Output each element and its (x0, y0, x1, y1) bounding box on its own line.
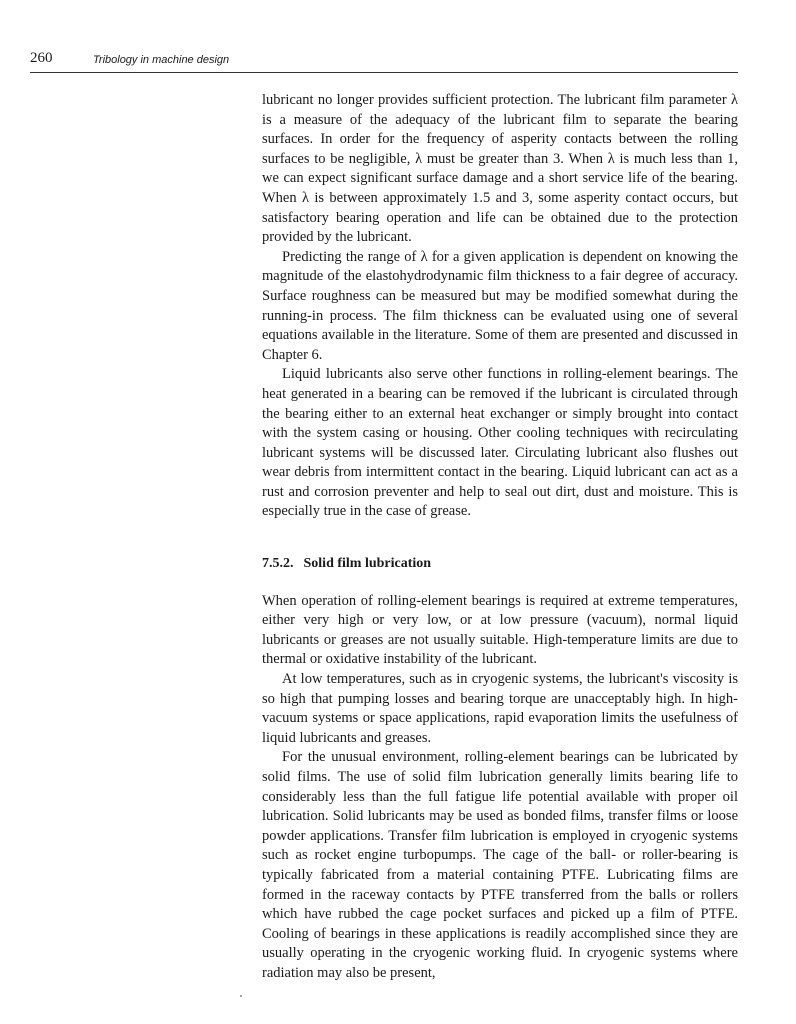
paragraph: When operation of rolling-element bearings is required at extreme temperatures, either very high or very low, or at low pressure (vacuum), normal liquid lubricants or greases are not usually suitable. High-temperature limits are due to thermal or oxidative instability of the lubricant. (262, 592, 738, 668)
scan-speck (240, 995, 242, 997)
paragraph: For the unusual environment, rolling-element bearings can be lubricated by solid films. The use of solid film lubrication generally limits bearing life to considerably less than the full fatigue life potential available with proper oil lubrication. Solid lubricants may be used as bonded films, transfer films or loose powder applications. Transfer film lubrication is employed in cryogenic systems such as rocket engine turbopumps. The cage of the ball- or roller-bearing is typically fabricated from a material containing PTFE. Lubricating films are formed in the raceway contacts by PTFE transferred from the balls or rollers which have rubbed the cage pocket surfaces and picked up a film of PTFE. Cooling of bearings in these applications is readily accomplished since they are usually operating in the cryogenic working fluid. In cryogenic systems where radiation may also be present, (262, 749, 738, 981)
section-heading (262, 554, 738, 574)
page-number: 260 (30, 50, 53, 66)
paragraph: At low temperatures, such as in cryogenic systems, the lubricant's viscosity is so high that pumping losses and bearing torque are unacceptably high. In high-vacuum systems or space applications, rapid evaporation limits the usefulness of liquid lubricants and greases. (262, 671, 738, 746)
section-title: Solid film lubrication (303, 556, 432, 572)
section-number: 7.5.2. (262, 556, 294, 572)
paragraph: lubricant no longer provides sufficient protection. The lubricant film parameter λ is a measure of the adequacy of the lubricant film to separate the bearing surfaces. In order for the frequency of asperity contacts between the rolling surfaces to be negligible, λ must be greater than 3. When λ is much less than 1, we can expect significant surface damage and a short service life of the bearing. When λ is between approximately 1.5 and 3, some asperity contact occurs, but satisfactory bearing operation and life can be obtained due to the protection provided by the lubricant. (262, 92, 738, 246)
running-title: Tribology in machine design (93, 54, 230, 66)
paragraph: Liquid lubricants also serve other functions in rolling-element bearings. The heat generated in a bearing can be removed if the lubricant is circulated through the bearing either to an external heat exchanger or simply brought into contact with the system casing or housing. Other cooling techniques with recirculating lubricant systems will be discussed later. Circulating lubricant also flushes out wear debris from intermittent contact in the bearing. Liquid lubricant can act as a rust and corrosion preventer and help to seal out dirt, dust and moisture. This is especially true in the case of grease. (262, 366, 738, 520)
paragraph: Predicting the range of λ for a given application is dependent on knowing the magnitude of the elastohydrodynamic film thickness to a fair degree of accuracy. Surface roughness can be measured but may be modified somewhat during the running-in process. The film thickness can be evaluated using one of several equations available in the literature. Some of them are presented and discussed in Chapter 6. (262, 248, 738, 363)
header-rule (30, 72, 738, 73)
body-text (262, 91, 738, 984)
page-header (30, 50, 730, 70)
